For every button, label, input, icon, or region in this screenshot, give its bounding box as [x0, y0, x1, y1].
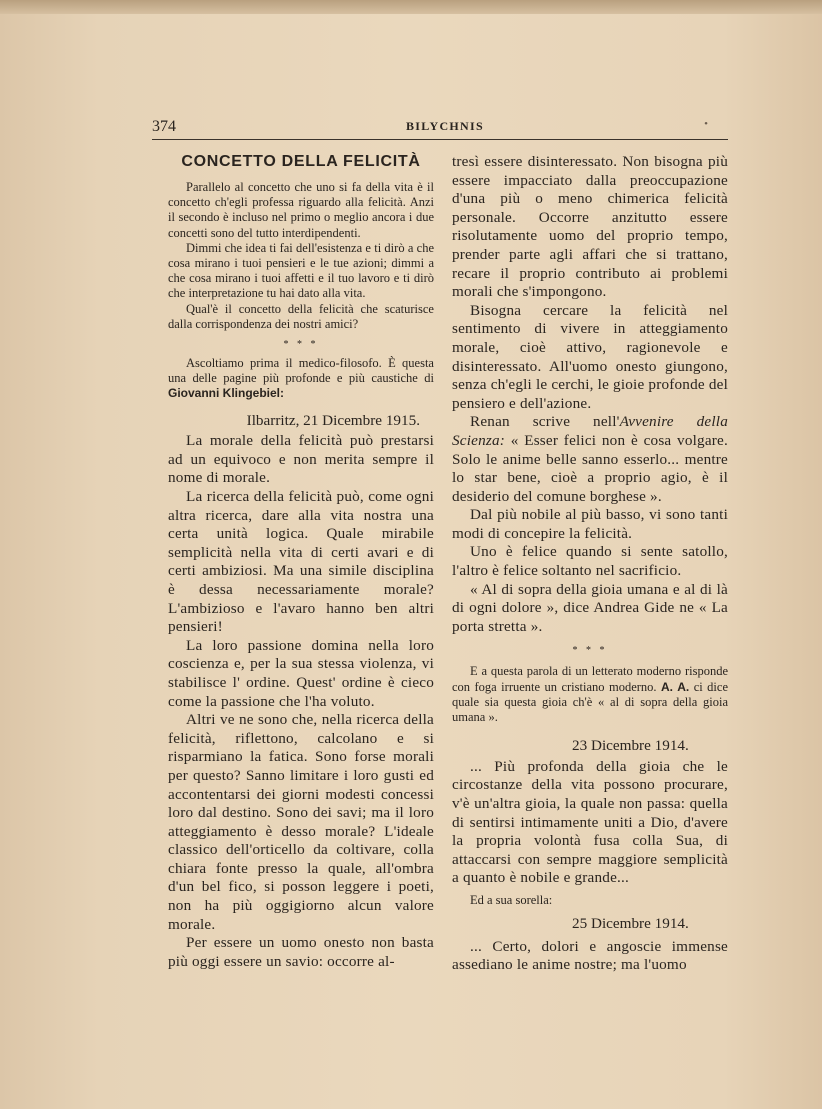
body-paragraph: Dal più nobile al più basso, vi sono tanti modi di concepire la felicità. — [452, 506, 728, 542]
page-number: 374 — [152, 118, 176, 135]
lead-paragraph — [168, 356, 434, 402]
body-paragraph: Altri ve ne sono che, nella ricerca della felicità, riflettono, calcolano e si risparmiano la fatica. Sono forse morali per questo? Sanno limitare i loro gusti ed accontentarsi dei giorni modesti concessi loro dal destino. Sono dei savi; ma il loro atteggiamento è desso morale? L'ideale classico dell'orticello da coltivare, colla chiara fonte presso la quale, all'ombra d'un bel fico, si posson leggere i poeti, non ha più oggigiorno alcun valore morale. — [168, 711, 434, 933]
body-paragraph: tresì essere disinteressato. Non bisogna più essere impacciato dalla preoccupazione d'una più o meno chimerica felicità personale. Occorre anzitutto essere risolutamente uomo del proprio tempo, prender parte agli affari che si trattano, recare il proprio contributo ai problemi morali che s'impongono. — [452, 153, 728, 301]
right-column — [452, 153, 728, 975]
body-paragraph: La morale della felicità può prestarsi ad un equivoco e non merita sempre il nome di morale. — [168, 432, 434, 487]
author-initials: A. A. — [661, 679, 690, 694]
body-paragraph: La ricerca della felicità può, come ogni altra ricerca, dare alla vita nostra una certa unità logica. Quale mirabile semplicità nella vita di certi avari e di certi ambiziosi. Ma una simile disciplina è dessa necessariamente morale? L'ambizioso e l'avaro hanno ben altri pensieri! — [168, 488, 434, 636]
body-paragraph: Bisogna cercare la felicità nel sentimento di vivere in atteggiamento morale, cioè attivo, ragionevole e disinteressato. All'uomo onesto giungono, senza ch'egli le cerchi, le gioie profonde del pensiero e dell'azione. — [452, 301, 728, 412]
article-title: CONCETTO DELLA FELICITÀ — [181, 153, 421, 170]
quote-intro: Renan scrive nell' — [470, 413, 620, 431]
header-mark: • — [704, 118, 708, 130]
answer-text: E a questa parola di un letterato moderno risponde con foga irruente un cristiano moderno. — [452, 664, 728, 694]
dateline: 23 Dicembre 1914. — [572, 737, 689, 755]
intro-paragraph: Dimmi che idea ti fai dell'esistenza e ti dirò a che cosa mirano i tuoi pensieri e le tue azioni; dimmi a che cosa mirano i tuoi affetti e il tuo lavoro e ti dirò che interpretazione tu hai dato alla vita. — [168, 240, 434, 301]
quote-text: « Esser felici non è cosa volgare. Solo le anime belle sanno esserlo... mentre lo star bene, cioè a proprio agio, è il desiderio del comune borghese ». — [452, 431, 728, 505]
section-separator: * * * — [283, 339, 319, 351]
page-top-edge — [0, 0, 822, 14]
answer-paragraph — [452, 664, 728, 725]
body-paragraph: « Al di sopra della gioia umana e al di là di ogni dolore », dice Andrea Gide ne « La porta stretta ». — [452, 580, 728, 635]
letter-paragraph: ... Più profonda della gioia che le circostanze della vita possono procurare, v'è un'altra gioia, la quale non passa: quella di sentirsi intimamente uniti a Dio, d'avere la propria volontà fusa colla Sua, di attaccarsi con sempre maggiore semplicità a quanto è nobile e grande... — [452, 757, 728, 887]
intro-paragraph: Parallelo al concetto che uno si fa della vita è il concetto ch'egli professa riguardo alla felicità. Anzi il secondo è incluso nel primo o meglio ancora i due concetti sono del tutto interdipendenti. — [168, 180, 434, 240]
left-column — [168, 153, 434, 971]
letter-note: Ed a sua sorella: — [470, 893, 553, 907]
section-separator: * * * — [572, 645, 608, 657]
header-rule — [152, 139, 728, 140]
quote-paragraph — [452, 413, 728, 506]
dateline: Ilbarritz, 21 Dicembre 1915. — [246, 411, 420, 429]
author-name: Giovanni Klingebiel: — [168, 386, 285, 401]
work-title: Avvenire della Scienza: — [452, 413, 728, 449]
letter-paragraph: ... Certo, dolori e angoscie immense assediano le anime nostre; ma l'uomo — [452, 937, 728, 974]
page-header — [152, 116, 728, 140]
body-paragraph: Per essere un uomo onesto non basta più oggi essere un savio: occorre al- — [168, 934, 434, 970]
answer-text-end: ci dice quale sia questa gioia ch'è « al di sopra della gioia umana ». — [452, 679, 728, 725]
body-paragraph: Uno è felice quando si sente satollo, l'altro è felice soltanto nel sacrificio. — [452, 543, 728, 580]
lead-text: Ascoltiamo prima il medico-filosofo. È questa una delle pagine più profonde e più caustiche di — [168, 356, 434, 386]
body-paragraph: La loro passione domina nella loro coscienza e, per la sua stessa violenza, vi stabilisce l' ordine. Quest' ordine è cieco come la passione che l'ha voluto. — [168, 636, 434, 710]
intro-paragraph: Qual'è il concetto della felicità che scaturisce dalla corrispondenza dei nostri amici? — [168, 301, 434, 331]
running-title: BILYCHNIS — [406, 119, 484, 133]
dateline: 25 Dicembre 1914. — [572, 915, 689, 932]
